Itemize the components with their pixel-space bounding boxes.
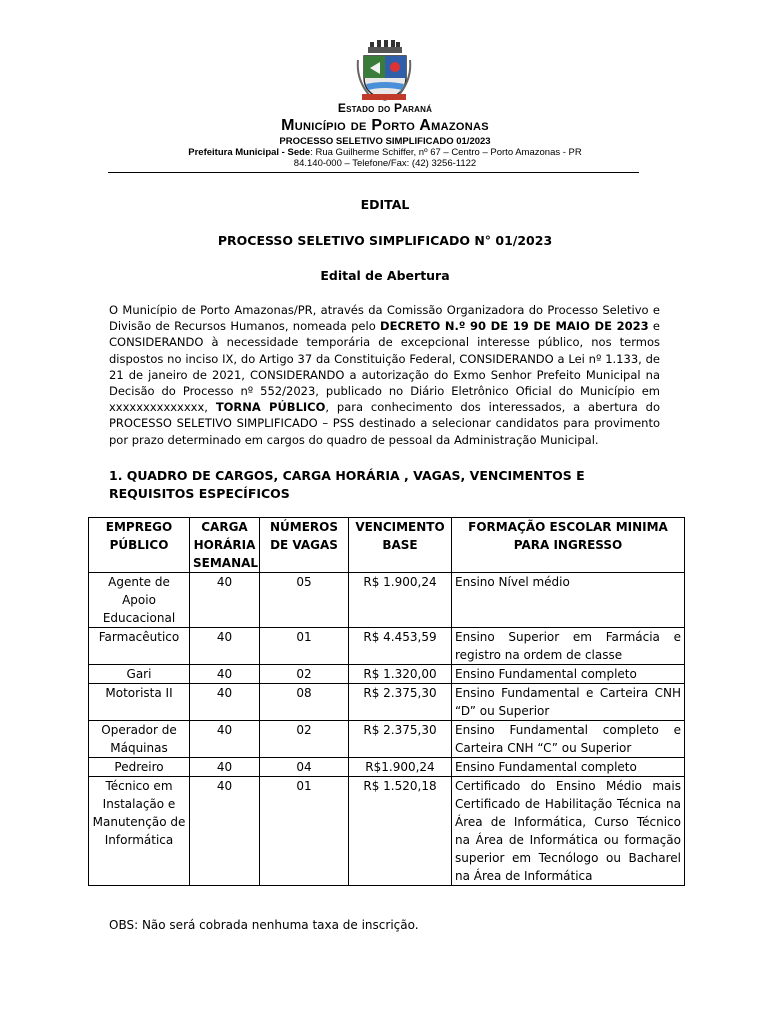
intro-torna-publico: TORNA PÚBLICO xyxy=(215,400,326,415)
table-row xyxy=(89,721,685,758)
cell-job: Pedreiro xyxy=(89,758,190,777)
cell-hours: 40 xyxy=(190,777,260,886)
cell-hours: 40 xyxy=(190,573,260,628)
cell-salary: R$ 4.453,59 xyxy=(349,628,452,665)
header-education: FORMAÇÃO ESCOLAR MINIMA PARA INGRESSO xyxy=(452,518,685,573)
table-row xyxy=(89,573,685,628)
cell-education: Ensino Fundamental completo xyxy=(452,665,685,684)
cell-education: Ensino Nível médio xyxy=(452,573,685,628)
cell-vacancies: 02 xyxy=(260,665,349,684)
table-row xyxy=(89,665,685,684)
header-salary: VENCIMENTO BASE xyxy=(349,518,452,573)
cell-job: Técnico em Instalação e Manutenção de Informática xyxy=(89,777,190,886)
table-row xyxy=(89,758,685,777)
cell-salary: R$ 2.375,30 xyxy=(349,721,452,758)
cell-education: Ensino Fundamental completo xyxy=(452,758,685,777)
cell-vacancies: 04 xyxy=(260,758,349,777)
cell-education: Certificado do Ensino Médio mais Certificado de Habilitação Técnica na Área de Informática, Curso Técnico na Área de Informática ou formação superior em Tecnólogo ou Bacharel na Área de Informática xyxy=(452,777,685,886)
header-job: EMPREGO PÚBLICO xyxy=(89,518,190,573)
header-process: PROCESSO SELETIVO SIMPLIFICADO 01/2023 xyxy=(279,136,491,147)
intro-text-2: e CONSIDERANDO à necessidade temporária de excepcional interesse público, nos termos dispostos no inciso IX, do Artigo 37 da Constituição Federal, CONSIDERANDO a Lei nº 1.133, de 21 de janeiro de 2021, CONSIDERANDO a autorização do Exmo Senhor Prefeito Municipal na Decisão do Processo nº 552/2023, publicado no Diário Eletrônico Oficial do Município em xxxxxxxxxxxxxx, xyxy=(109,319,660,415)
section-1-title: 1. QUADRO DE CARGOS, CARGA HORÁRIA , VAGAS, VENCIMENTOS E REQUISITOS ESPECÍFICOS xyxy=(109,468,585,501)
header-address-text: : Rua Guilherme Schiffer, nº 67 – Centro – Porto Amazonas - PR xyxy=(310,147,582,158)
header-hours: CARGA HORÁRIA SEMANAL xyxy=(190,518,260,573)
header-municipality: Município de Porto Amazonas xyxy=(281,117,489,134)
cell-education: Ensino Fundamental completo e Carteira CNH “C” ou Superior xyxy=(452,721,685,758)
cell-hours: 40 xyxy=(190,665,260,684)
table-row xyxy=(89,684,685,721)
cell-education: Ensino Fundamental e Carteira CNH “D” ou Superior xyxy=(452,684,685,721)
cell-vacancies: 01 xyxy=(260,628,349,665)
cell-salary: R$ 1.520,18 xyxy=(349,777,452,886)
intro-text-1: O Município de Porto Amazonas/PR, através da Comissão Organizadora do Processo Seletivo e Divisão de Recursos Humanos, nomeada pelo xyxy=(109,303,660,334)
header-address-label: Prefeitura Municipal - Sede xyxy=(188,147,311,158)
doc-title-process: PROCESSO SELETIVO SIMPLIFICADO N° 01/2023 xyxy=(217,233,553,248)
intro-paragraph xyxy=(109,302,660,448)
cell-salary: R$ 1.320,00 xyxy=(349,665,452,684)
doc-title-edital: EDITAL xyxy=(360,197,410,212)
cell-vacancies: 08 xyxy=(260,684,349,721)
cell-salary: R$1.900,24 xyxy=(349,758,452,777)
cell-vacancies: 05 xyxy=(260,573,349,628)
doc-title-opening: Edital de Abertura xyxy=(320,268,450,283)
cell-salary: R$ 1.900,24 xyxy=(349,573,452,628)
cell-job: Motorista II xyxy=(89,684,190,721)
cell-hours: 40 xyxy=(190,758,260,777)
table-header-row xyxy=(89,518,685,573)
cell-salary: R$ 2.375,30 xyxy=(349,684,452,721)
cell-vacancies: 02 xyxy=(260,721,349,758)
table-row xyxy=(89,777,685,886)
municipal-coat-of-arms xyxy=(356,40,412,102)
cell-job: Operador de Máquinas xyxy=(89,721,190,758)
header-phone: 84.140-000 – Telefone/Fax: (42) 3256-1122 xyxy=(293,158,477,169)
header-divider xyxy=(108,172,639,173)
jobs-table xyxy=(88,517,685,886)
header-address xyxy=(0,147,770,158)
cell-job: Farmacêutico xyxy=(89,628,190,665)
cell-hours: 40 xyxy=(190,628,260,665)
cell-job: Agente de Apoio Educacional xyxy=(89,573,190,628)
obs-note: OBS: Não será cobrada nenhuma taxa de inscrição. xyxy=(109,918,419,932)
cell-education: Ensino Superior em Farmácia e registro na ordem de classe xyxy=(452,628,685,665)
header-state: Estado do Paraná xyxy=(337,101,433,115)
intro-decree: DECRETO N.º 90 DE 19 DE MAIO DE 2023 xyxy=(380,319,649,334)
table-row xyxy=(89,628,685,665)
cell-job: Gari xyxy=(89,665,190,684)
header-vacancies: NÚMEROS DE VAGAS xyxy=(260,518,349,573)
cell-hours: 40 xyxy=(190,684,260,721)
cell-vacancies: 01 xyxy=(260,777,349,886)
intro-text-3: , para conhecimento dos interessados, a abertura do PROCESSO SELETIVO SIMPLIFICADO – PSS destinado a selecionar candidatos para provimento por prazo determinado em cargos do quadro de pessoal da Administração Municipal. xyxy=(109,400,660,447)
cell-hours: 40 xyxy=(190,721,260,758)
